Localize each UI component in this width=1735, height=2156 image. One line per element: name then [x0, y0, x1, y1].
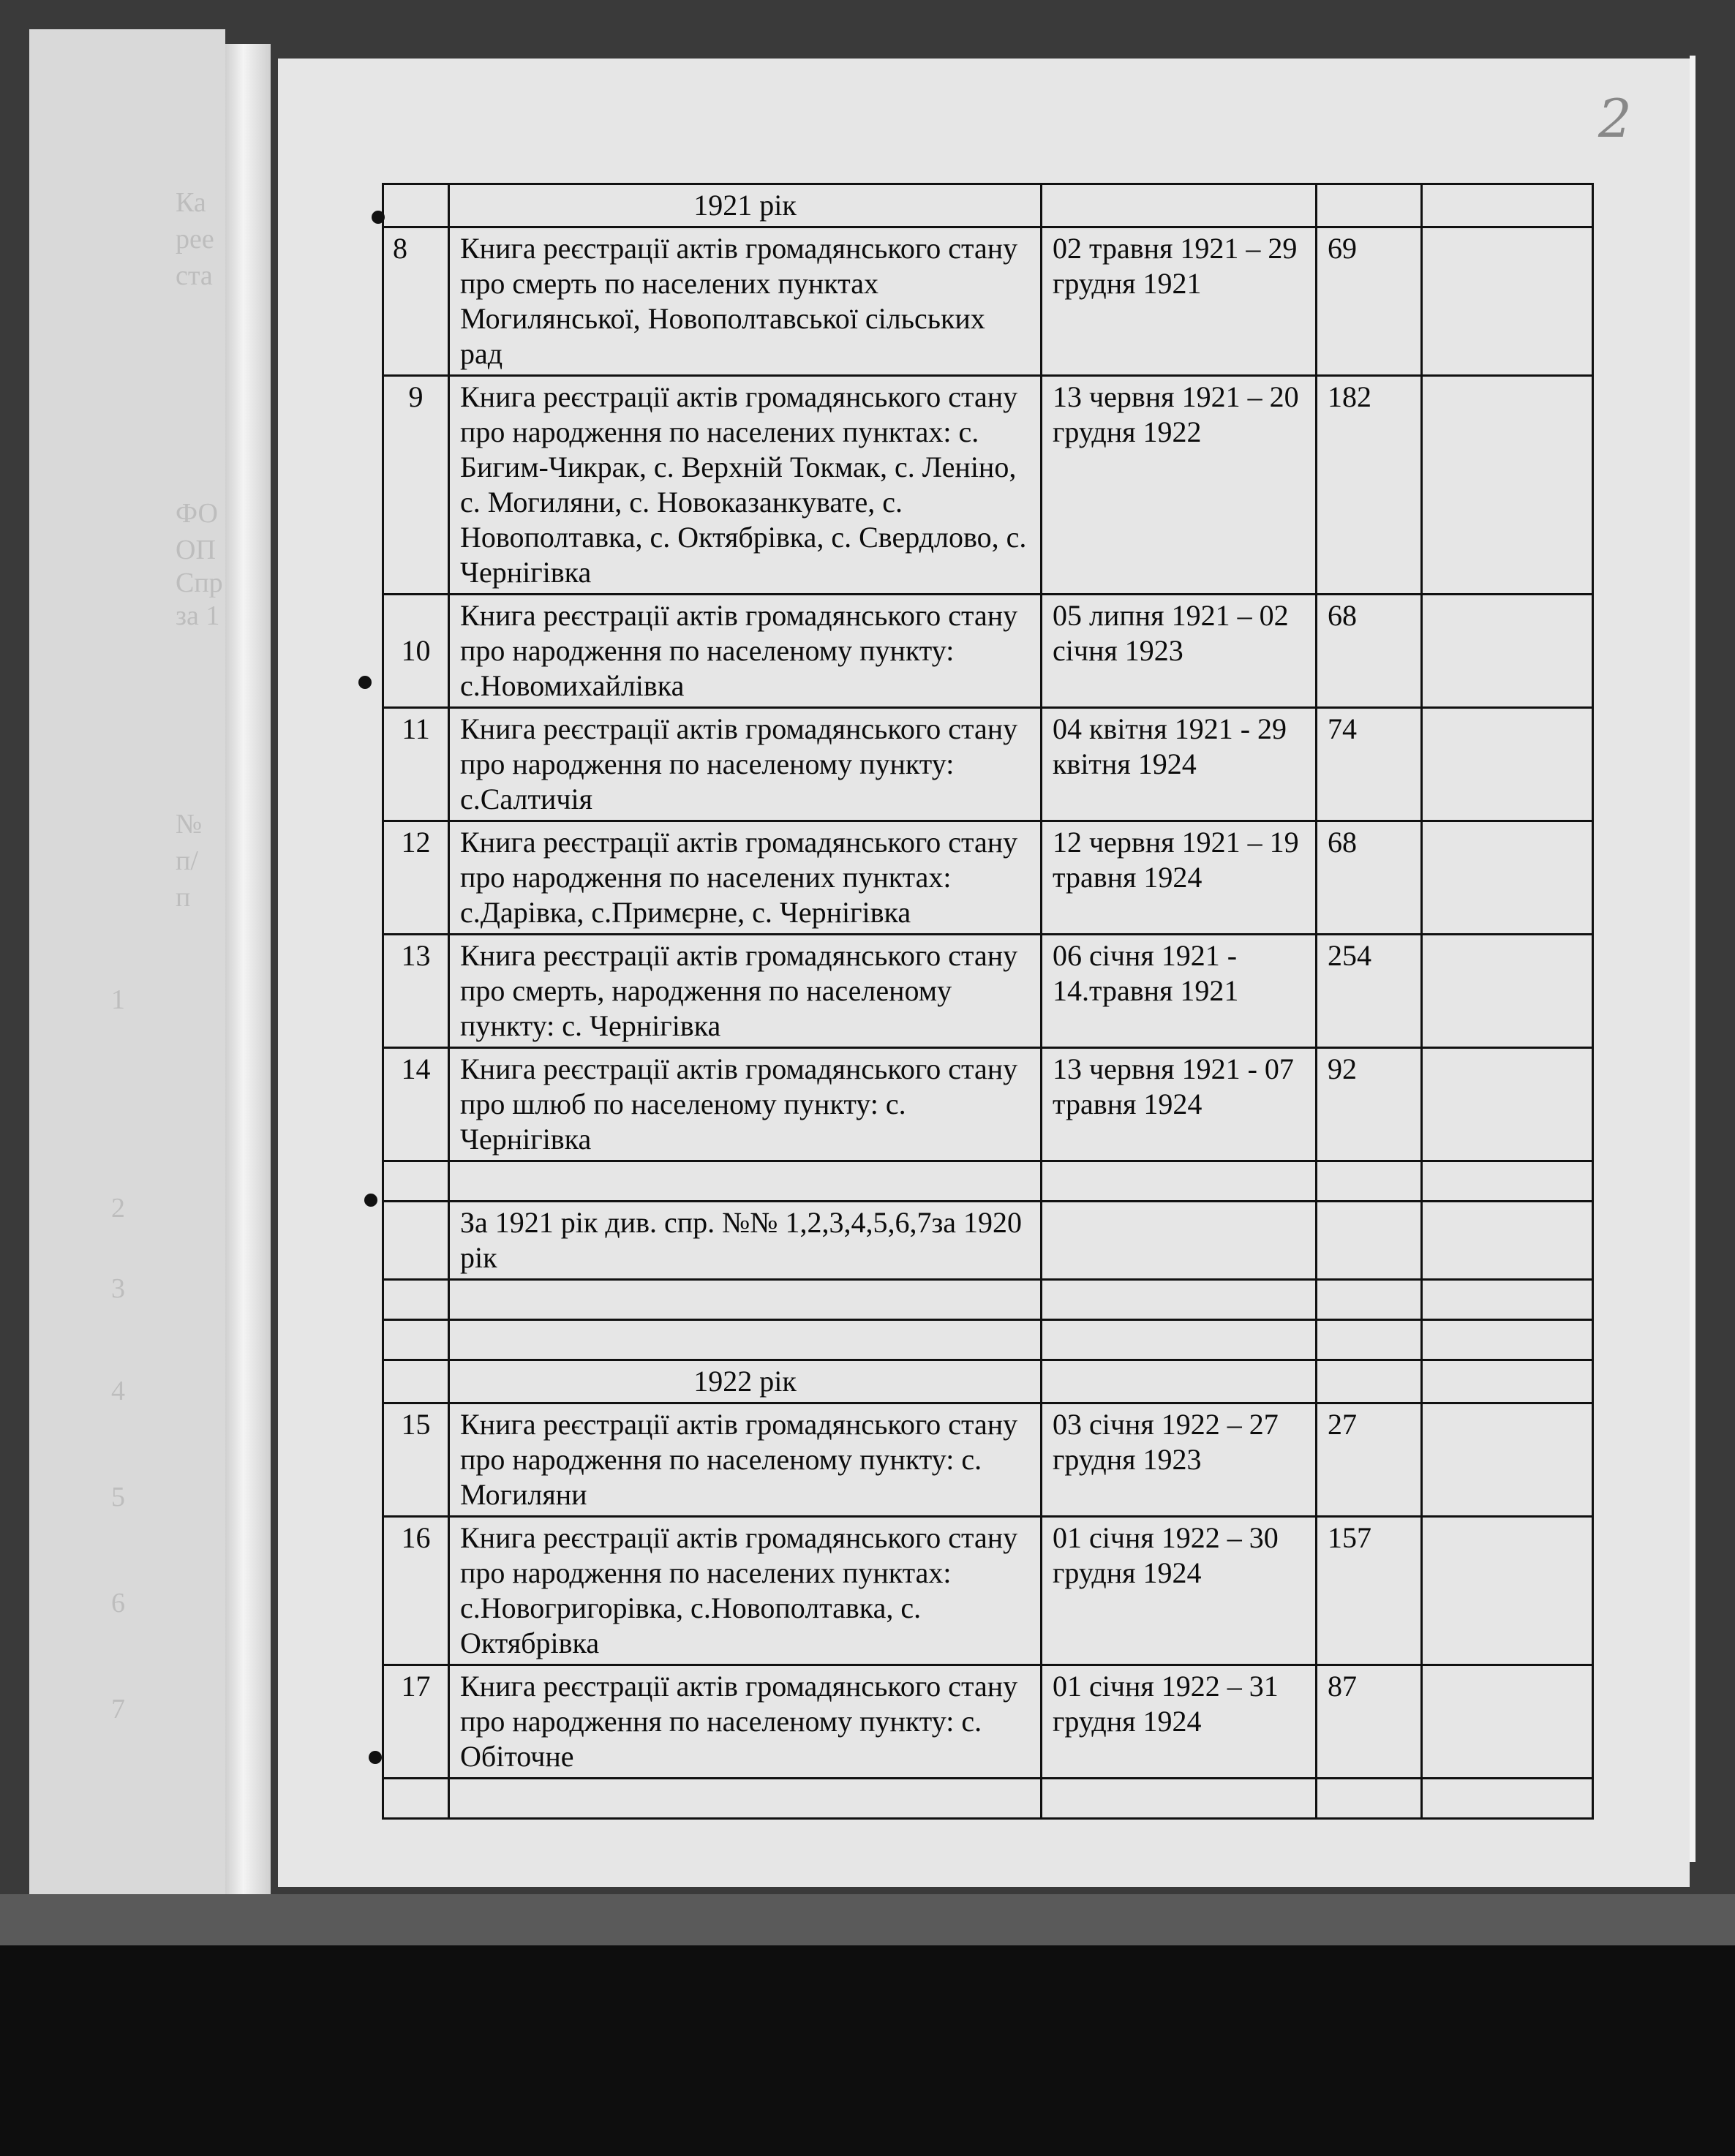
file-title: Книга реєстрації актів громадянського стану про народження по населеному пункту: с. Обіточне	[449, 1665, 1042, 1779]
ghost-text: 7	[111, 1694, 125, 1725]
ghost-text: ОП	[176, 535, 216, 565]
sheet-count: 157	[1317, 1517, 1422, 1665]
ghost-text: п/	[176, 845, 198, 876]
notes-cell	[1422, 1048, 1593, 1161]
sheet-count: 254	[1317, 935, 1422, 1048]
notes-cell	[1422, 1665, 1593, 1779]
row-number: 15	[383, 1403, 449, 1517]
table-row	[383, 1517, 1593, 1665]
row-number: 9	[383, 376, 449, 595]
notes-cell	[1422, 935, 1593, 1048]
sheet-count: 182	[1317, 376, 1422, 595]
row-number: 12	[383, 821, 449, 935]
ghost-text: 3	[111, 1273, 125, 1304]
registry-table	[382, 183, 1594, 1820]
table-row	[383, 708, 1593, 821]
date-range: 13 червня 1921 - 07 травня 1924	[1042, 1048, 1317, 1161]
file-title: Книга реєстрації актів громадянського стану про народження по населених пунктах: с. Бигим-Чикрак, с. Верхній Токмак, с. Леніно, с. Могиляни, с. Новоказанкувате, с. Новополтавка, с. Октябрівка, с. Свердлово, с. Чернігівка	[449, 376, 1042, 595]
ghost-text: 4	[111, 1376, 125, 1406]
row-number: 14	[383, 1048, 449, 1161]
empty-row	[383, 1161, 1593, 1202]
row-number: 16	[383, 1517, 449, 1665]
table-row	[383, 1403, 1593, 1517]
page-edge	[1690, 56, 1696, 1862]
binding-spine	[225, 44, 271, 1923]
ghost-text: 6	[111, 1588, 125, 1618]
table-row	[383, 376, 1593, 595]
note-row	[383, 1202, 1593, 1280]
year-heading: 1922 рік	[449, 1360, 1042, 1403]
ghost-text: №	[176, 809, 203, 840]
ghost-text: п	[176, 882, 191, 913]
sheet-count: 68	[1317, 595, 1422, 708]
file-title: Книга реєстрації актів громадянського стану про народження по населених пунктах: с.Дарівка, с.Примєрне, с. Чернігівка	[449, 821, 1042, 935]
punch-hole	[358, 676, 372, 689]
ghost-text: 5	[111, 1482, 125, 1512]
notes-cell	[1422, 595, 1593, 708]
table-row	[383, 1665, 1593, 1779]
facing-page	[29, 29, 225, 1901]
row-number: 8	[383, 227, 449, 376]
sheet-count: 68	[1317, 821, 1422, 935]
date-range: 05 липня 1921 – 02 січня 1923	[1042, 595, 1317, 708]
table-row	[383, 935, 1593, 1048]
file-title: Книга реєстрації актів громадянського стану про народження по населеному пункту: с.Новомихайлівка	[449, 595, 1042, 708]
sheet-count: 92	[1317, 1048, 1422, 1161]
ghost-text: за 1	[176, 600, 220, 631]
notes-cell	[1422, 1517, 1593, 1665]
notes-cell	[1422, 376, 1593, 595]
notes-cell	[1422, 1403, 1593, 1517]
ghost-text: 1	[111, 984, 125, 1015]
date-range: 01 січня 1922 – 30 грудня 1924	[1042, 1517, 1317, 1665]
ghost-text: ФО	[176, 498, 218, 529]
table-row	[383, 1048, 1593, 1161]
ghost-text: Спр	[176, 568, 223, 598]
sheet-count: 69	[1317, 227, 1422, 376]
year-heading: 1921 рік	[449, 184, 1042, 227]
empty-row	[383, 1779, 1593, 1819]
row-number: 13	[383, 935, 449, 1048]
notes-cell	[1422, 227, 1593, 376]
punch-hole	[364, 1194, 377, 1207]
date-range: 13 червня 1921 – 20 грудня 1922	[1042, 376, 1317, 595]
folio-number: 2	[1598, 88, 1632, 149]
year-header-row	[383, 1360, 1593, 1403]
ghost-text: Ка	[176, 187, 206, 218]
sheet-count: 87	[1317, 1665, 1422, 1779]
ghost-text: ста	[176, 260, 213, 291]
file-title: Книга реєстрації актів громадянського стану про народження по населених пунктах: с.Новогригорівка, с.Новополтавка, с. Октябрівка	[449, 1517, 1042, 1665]
table-row	[383, 821, 1593, 935]
date-range: 01 січня 1922 – 31 грудня 1924	[1042, 1665, 1317, 1779]
date-range: 03 січня 1922 – 27 грудня 1923	[1042, 1403, 1317, 1517]
row-number: 11	[383, 708, 449, 821]
punch-hole	[369, 1751, 382, 1764]
date-range: 12 червня 1921 – 19 травня 1924	[1042, 821, 1317, 935]
file-title: Книга реєстрації актів громадянського стану про народження по населеному пункту: с. Могиляни	[449, 1403, 1042, 1517]
date-range: 06 січня 1921 - 14.травня 1921	[1042, 935, 1317, 1048]
date-range: 02 травня 1921 – 29 грудня 1921	[1042, 227, 1317, 376]
ghost-text: рее	[176, 224, 214, 255]
row-number: 10	[383, 595, 449, 708]
sheet-count: 74	[1317, 708, 1422, 821]
file-title: Книга реєстрації актів громадянського стану про смерть, народження по населеному пункту: с. Чернігівка	[449, 935, 1042, 1048]
file-title: Книга реєстрації актів громадянського стану про шлюб по населеному пункту: с. Чернігівка	[449, 1048, 1042, 1161]
empty-row	[383, 1280, 1593, 1320]
table-row	[383, 227, 1593, 376]
ghost-text: 2	[111, 1193, 125, 1224]
table-row	[383, 595, 1593, 708]
notes-cell	[1422, 708, 1593, 821]
notes-cell	[1422, 821, 1593, 935]
date-range: 04 квітня 1921 - 29 квітня 1924	[1042, 708, 1317, 821]
year-header-row	[383, 184, 1593, 227]
empty-row	[383, 1320, 1593, 1360]
row-number: 17	[383, 1665, 449, 1779]
file-title: Книга реєстрації актів громадянського стану про народження по населеному пункту: с.Салтичія	[449, 708, 1042, 821]
cross-reference-note: За 1921 рік див. спр. №№ 1,2,3,4,5,6,7за 1920 рік	[449, 1202, 1042, 1280]
file-title: Книга реєстрації актів громадянського стану про смерть по населених пунктах Могилянської, Новополтавської сільських рад	[449, 227, 1042, 376]
binding-cloth	[0, 1894, 1735, 1945]
sheet-count: 27	[1317, 1403, 1422, 1517]
